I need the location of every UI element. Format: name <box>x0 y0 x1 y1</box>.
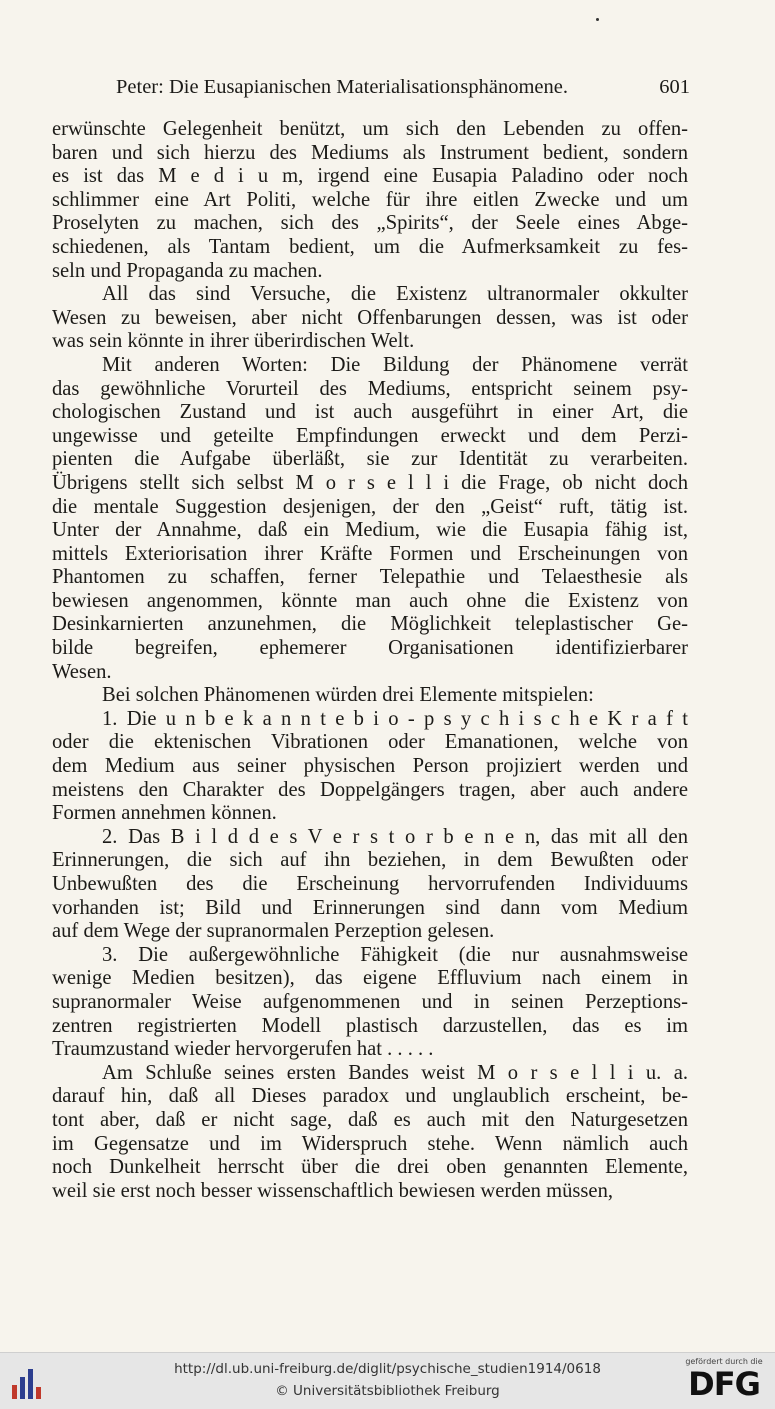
text-line: seln und Propaganda zu machen. <box>52 259 323 282</box>
viewer-footer <box>0 1352 775 1409</box>
text-line: Bei solchen Phänomenen würden drei Elemente mitspielen: <box>102 684 594 707</box>
text-line: bilde begreifen, ephemerer Organisationen identifizierbarer <box>52 637 688 660</box>
text-line: Traumzustand wieder hervorgerufen hat . . . . . <box>52 1038 434 1061</box>
page-number: 601 <box>659 76 690 98</box>
text-line: pienten die Aufgabe überläßt, sie zur Identität zu verarbeiten. <box>52 448 688 471</box>
text-line: Am Schluße seines ersten Bandes weist M o r s e l l i u. a. <box>102 1061 688 1084</box>
text-line: supranormaler Weise aufgenommenen und in seinen Perzeptions- <box>52 990 688 1013</box>
text-line: 2. Das B i l d d e s V e r s t o r b e n e n, das mit all den <box>102 825 688 848</box>
text-line: Übrigens stellt sich selbst M o r s e l l i die Frage, ob nicht doch <box>52 471 688 494</box>
text-line: auf dem Wege der supranormalen Perzeption gelesen. <box>52 920 495 943</box>
copyright-notice: © Universitätsbibliothek Freiburg <box>275 1383 500 1399</box>
text-line: vorhanden ist; Bild und Erinnerungen sind dann vom Medium <box>52 896 688 919</box>
text-line: baren und sich hierzu des Mediums als Instrument bedient, sondern <box>52 141 688 164</box>
text-line: Unbewußten des die Erscheinung hervorrufenden Individuums <box>52 873 688 895</box>
text-line: meistens den Charakter des Doppelgängers tragen, aber auch andere <box>52 778 688 801</box>
speck-mark <box>596 18 599 21</box>
text-line: Proselyten zu machen, sich des „Spirits“, der Seele eines Abge- <box>52 212 688 235</box>
running-header <box>116 74 690 100</box>
text-line: schiedenen, als Tantam bedient, um die Aufmerksamkeit zu fes- <box>52 235 688 258</box>
text-line: 1. Die u n b e k a n n t e b i o - p s y c h i s c h e K r a f t <box>102 707 688 730</box>
body-text <box>52 118 688 1203</box>
text-line: Unter der Annahme, daß ein Medium, wie die Eusapia fähig ist, <box>52 519 688 542</box>
dfg-logo-text: DFG <box>688 1365 760 1403</box>
text-line: tont aber, daß er nicht sage, daß es auch mit den Naturgesetzen <box>52 1108 688 1131</box>
text-line: ungewisse und geteilte Empfindungen erweckt und dem Perzi- <box>52 424 688 447</box>
text-line: darauf hin, daß all Dieses paradox und unglaublich erscheint, be- <box>52 1085 688 1108</box>
text-line: Wesen zu beweisen, aber nicht Offenbarungen dessen, was ist oder <box>52 306 688 329</box>
text-line: zentren registrierten Modell plastisch darzustellen, das es im <box>52 1014 688 1037</box>
text-line: weil sie erst noch besser wissenschaftlich bewiesen werden müssen, <box>52 1179 614 1202</box>
text-line: Mit anderen Worten: Die Bildung der Phänomene verrät <box>102 353 688 376</box>
text-line: es ist das M e d i u m, irgend eine Eusapia Paladino oder noch <box>52 165 688 188</box>
text-line: dem Medium aus seiner physischen Person projiziert werden und <box>52 755 688 778</box>
text-line: Wesen. <box>52 660 112 683</box>
text-line: All das sind Versuche, die Existenz ultranormaler okkulter <box>102 283 688 306</box>
text-line: Erinnerungen, die sich auf ihn beziehen, in dem Bewußten oder <box>52 849 688 872</box>
text-line: 3. Die außergewöhnliche Fähigkeit (die nur ausnahmsweise <box>102 943 688 966</box>
text-line: Formen annehmen können. <box>52 802 277 825</box>
text-line: oder die ektenischen Vibrationen oder Emanationen, welche von <box>52 731 688 754</box>
text-line: bewiesen angenommen, könnte man auch ohne die Existenz von <box>52 589 688 612</box>
text-line: chologischen Zustand und ist auch ausgeführt in einer Art, die <box>52 401 688 424</box>
dfg-caption: gefördert durch die <box>685 1357 763 1366</box>
text-line: Desinkarnierten anzunehmen, die Möglichkeit teleplastischer Ge- <box>52 613 688 636</box>
text-line: was sein könnte in ihrer überirdischen Welt. <box>52 330 415 353</box>
text-line: im Gegensatze und im Widerspruch stehe. Wenn nämlich auch <box>52 1132 688 1155</box>
permalink-url[interactable]: http://dl.ub.uni-freiburg.de/diglit/psychische_studien1914/0618 <box>174 1361 601 1377</box>
text-line: die mentale Suggestion desjenigen, der den „Geist“ ruft, tätig ist. <box>52 495 688 518</box>
text-line: Phantomen zu schaffen, ferner Telepathie und Telaesthesie als <box>52 566 688 589</box>
text-line: erwünschte Gelegenheit benützt, um sich den Lebenden zu offen- <box>52 118 688 140</box>
text-line: das gewöhnliche Vorurteil des Mediums, entspricht seinem psy- <box>52 377 688 400</box>
text-line: noch Dunkelheit herrscht über die drei oben genannten Elemente, <box>52 1156 688 1179</box>
dfg-logo[interactable] <box>683 1357 765 1405</box>
text-line: wenige Medien besitzen), das eigene Effluvium nach einem in <box>52 967 688 990</box>
text-line: schlimmer eine Art Politi, welche für ihre eitlen Zwecke und um <box>52 188 688 211</box>
text-line: mittels Exteriorisation ihrer Kräfte Formen und Erscheinungen von <box>52 542 688 565</box>
running-title: Peter: Die Eusapianischen Materialisationsphänomene. <box>116 76 569 98</box>
